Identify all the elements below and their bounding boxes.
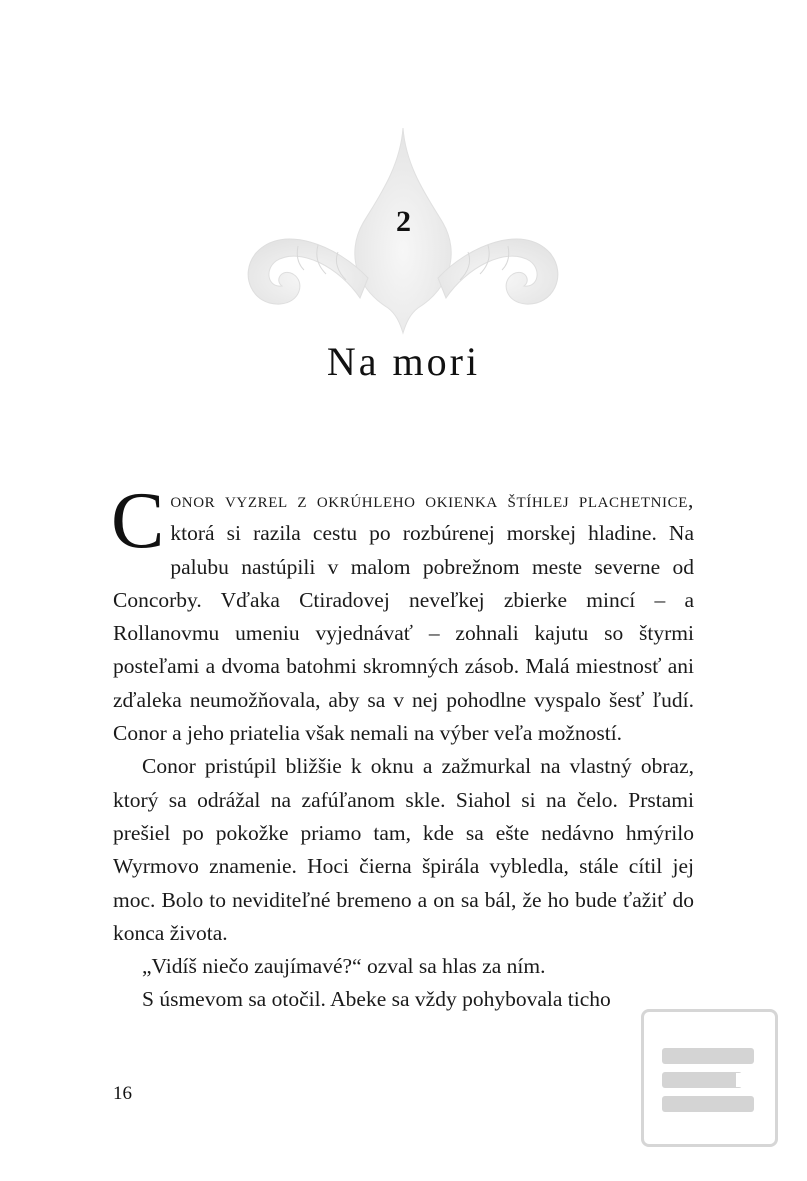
paragraph-1 <box>111 477 694 750</box>
paragraph-2: Conor pristúpil bližšie k oknu a zažmurkal na vlastný obraz, ktorý sa odrážal na zafúľanom skle. Siahol si na čelo. Prstami prešiel po pokožke priamo tam, kde sa ešte nedávno hmýrilo Wyrmovo znamenie. Hoci čierna špirála vybledla, stále cítil jej moc. Bolo to neviditeľné bremeno a on sa bál, že ho bude ťažiť do konca života. <box>113 754 694 945</box>
opening-smallcaps: onor vyzrel z okrúhleho okienka štíhlej plachetnice, <box>170 488 694 512</box>
chapter-number: 2 <box>396 205 411 238</box>
drop-cap: C <box>111 477 165 565</box>
paragraph-1-rest: ktorá si razila cestu po rozbúrenej morskej hladine. Na palubu nastúpili v malom pobrežnom meste severne od Concorby. Vďaka Ctiradovej neveľkej zbierke mincí – a Rollanovmu umeniu vyjednávať – zohnali kajutu so štyrmi posteľami a dvoma batohmi skromných zásob. Malá miestnosť ani zďaleka neumožňovala, aby sa v nej pohodlne vyspalo šesť ľudí. Conor a jeho priatelia však nemali na výber veľa možností. <box>113 521 694 746</box>
body-text <box>111 477 694 1017</box>
paragraph-4: S úsmevom sa otočil. Abeke sa vždy pohybovala ticho <box>142 987 611 1012</box>
chapter-title: Na mori <box>326 339 481 384</box>
paragraph-3: „Vidíš niečo zaujímavé?“ ozval sa hlas za ním. <box>142 954 546 979</box>
book-stack-watermark-icon <box>641 1009 778 1147</box>
page-number: 16 <box>113 1083 132 1104</box>
